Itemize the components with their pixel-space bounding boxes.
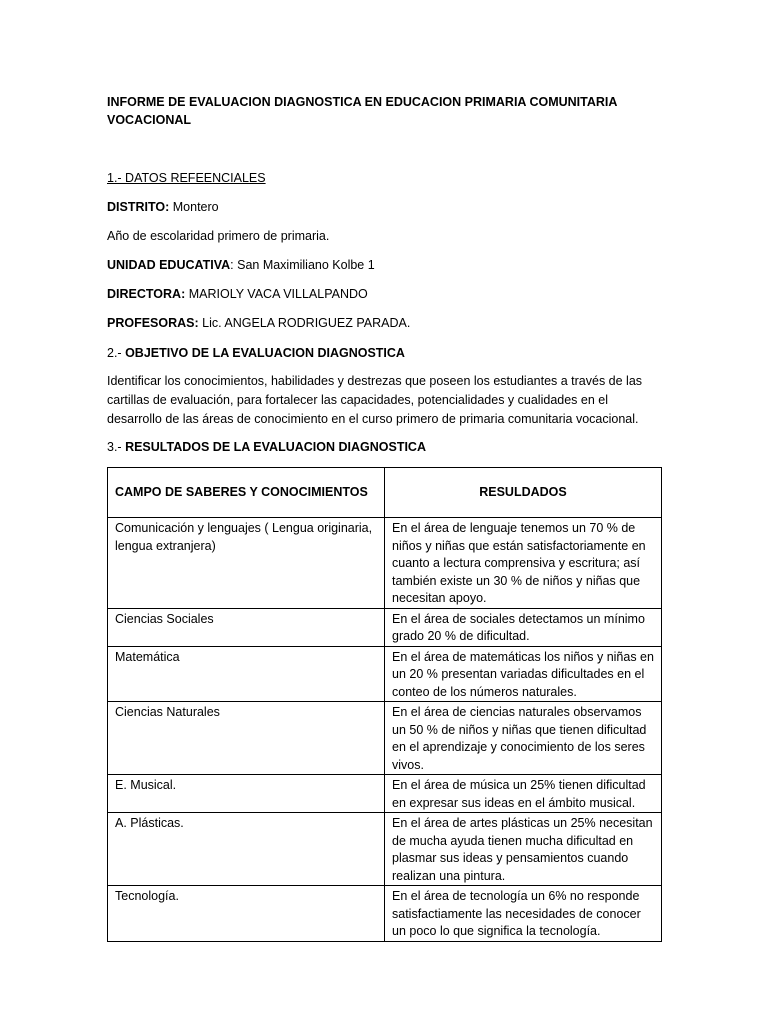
table-row	[108, 646, 662, 702]
resultado-cell: En el área de tecnología un 6% no responde satisfactiamente las necesidades de conocer un poco lo que significa la tecnología.	[385, 886, 662, 942]
resultado-cell: En el área de sociales detectamos un mínimo grado 20 % de dificultad.	[385, 608, 662, 646]
unidad-label: UNIDAD EDUCATIVA	[107, 258, 231, 272]
unidad-educativa-field	[107, 256, 668, 274]
anio-escolaridad: Año de escolaridad primero de primaria.	[107, 229, 330, 243]
table-row	[108, 702, 662, 775]
section-2-title: OBJETIVO DE LA EVALUACION DIAGNOSTICA	[125, 346, 405, 360]
campo-cell: Comunicación y lenguajes ( Lengua originaria, lengua extranjera)	[108, 518, 385, 609]
table-row	[108, 813, 662, 886]
distrito-label: DISTRITO:	[107, 200, 170, 214]
resultado-cell: En el área de lenguaje tenemos un 70 % de niños y niñas que están satisfactoriamente en cuanto a lectura comprensiva y escritura; así también existe un 30 % de niños y niñas que necesitan apoyo.	[385, 518, 662, 609]
distrito-field	[107, 198, 668, 216]
directora-value: MARIOLY VACA VILLALPANDO	[185, 287, 368, 301]
directora-field	[107, 285, 668, 303]
campo-cell: Ciencias Sociales	[108, 608, 385, 646]
objective-text: Identificar los conocimientos, habilidades y destrezas que poseen los estudiantes a través de las cartillas de evaluación, para fortalecer las capacidades, potencialidades y cualidades en el desarrollo de las áreas de conocimiento en el curso primero de primaria comunitaria vocacional.	[107, 374, 643, 426]
table-row	[108, 608, 662, 646]
campo-cell: Tecnología.	[108, 886, 385, 942]
section-3-title: RESULTADOS DE LA EVALUACION DIAGNOSTICA	[125, 440, 426, 454]
section-2-number: 2.-	[107, 346, 126, 360]
unidad-value: : San Maximiliano Kolbe 1	[230, 258, 375, 272]
campo-cell: A. Plásticas.	[108, 813, 385, 886]
campo-cell: Ciencias Naturales	[108, 702, 385, 775]
document-title: INFORME DE EVALUACION DIAGNOSTICA EN EDUCACION PRIMARIA COMUNITARIA VOCACIONAL	[107, 95, 617, 127]
campo-cell: E. Musical.	[108, 775, 385, 813]
directora-label: DIRECTORA:	[107, 287, 186, 301]
section-3-number: 3.-	[107, 440, 126, 454]
resultado-cell: En el área de matemáticas los niños y niñas en un 20 % presentan variadas dificultades en el conteo de los números naturales.	[385, 646, 662, 702]
table-row	[108, 518, 662, 609]
table-row	[108, 775, 662, 813]
resultado-cell: En el área de ciencias naturales observamos un 50 % de niños y niñas que tienen dificultad en el aprendizaje y conocimiento de los seres vivos.	[385, 702, 662, 775]
distrito-value: Montero	[169, 200, 219, 214]
table-row	[108, 886, 662, 942]
header-resultados: RESULDADOS	[385, 468, 662, 518]
section-2-heading	[107, 344, 668, 362]
table-header-row	[108, 468, 662, 518]
profesoras-label: PROFESORAS:	[107, 316, 199, 330]
campo-cell: Matemática	[108, 646, 385, 702]
results-table	[107, 467, 662, 942]
section-1-heading: 1.- DATOS REFEENCIALES	[107, 171, 266, 185]
section-3-heading	[107, 438, 668, 456]
profesoras-field	[107, 314, 668, 332]
header-campo: CAMPO DE SABERES Y CONOCIMIENTOS	[108, 468, 385, 518]
resultado-cell: En el área de artes plásticas un 25% necesitan de mucha ayuda tienen mucha dificultad en plasmar sus ideas y pensamientos cuando realizan una pintura.	[385, 813, 662, 886]
profesoras-value: Lic. ANGELA RODRIGUEZ PARADA.	[198, 316, 411, 330]
resultado-cell: En el área de música un 25% tienen dificultad en expresar sus ideas en el ámbito musical.	[385, 775, 662, 813]
